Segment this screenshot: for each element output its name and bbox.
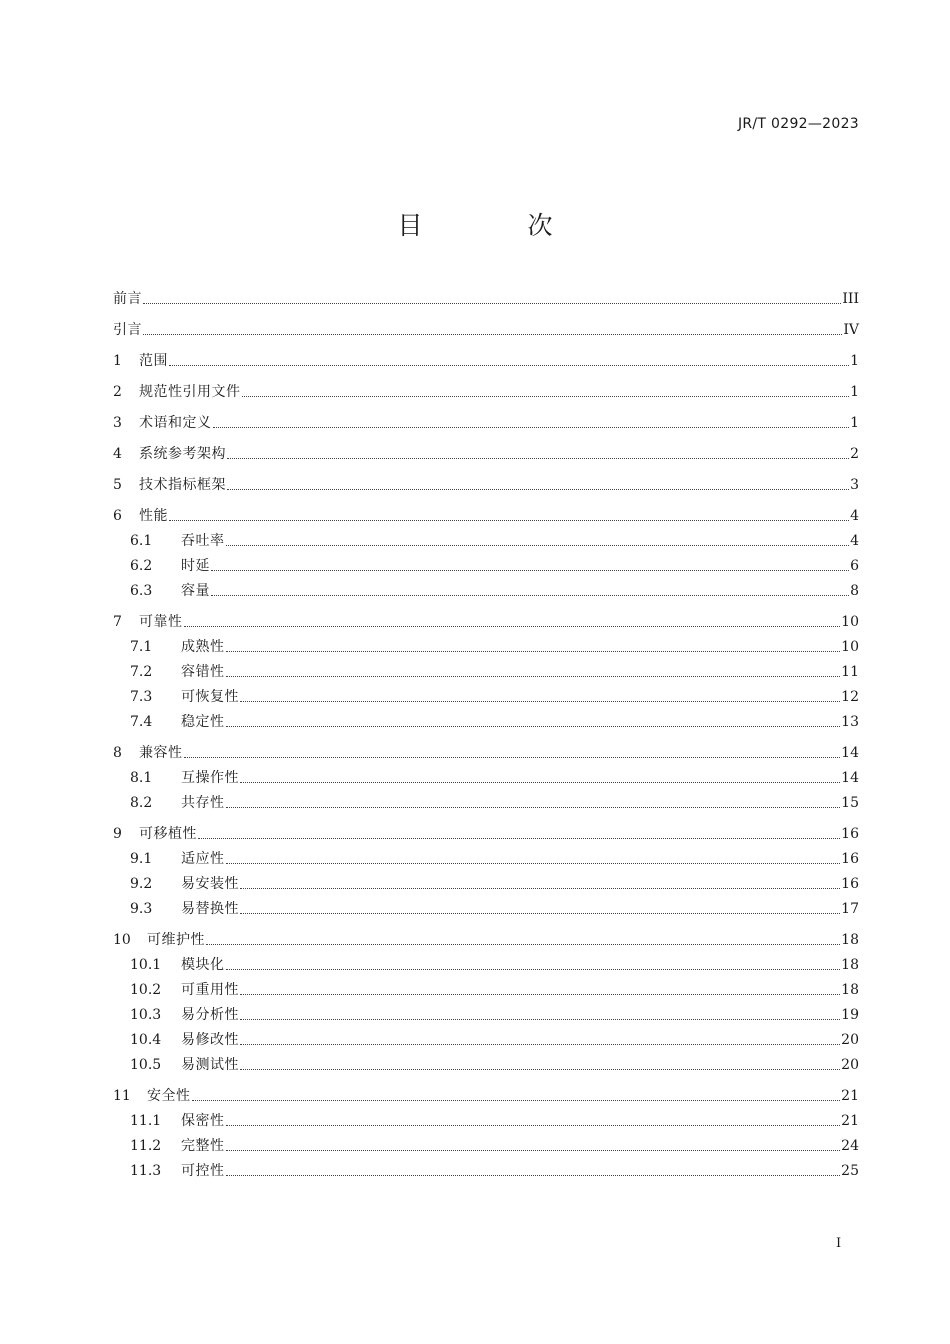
toc-entry-number: 11.3	[130, 1163, 162, 1179]
toc-entry-label: 吞吐率	[181, 533, 225, 549]
toc-entry-number: 9	[113, 826, 122, 842]
toc-entry-page: 4	[850, 533, 859, 549]
toc-entry-page: 20	[841, 1057, 859, 1073]
dot-leader	[213, 426, 850, 428]
page-number: I	[836, 1236, 842, 1251]
toc-entry-number: 10.5	[130, 1057, 162, 1073]
toc-entry-label: 系统参考架构	[139, 446, 226, 462]
toc-subentry[interactable]	[113, 631, 859, 656]
toc-entry-page: 11	[841, 664, 859, 680]
toc-entry-page: 16	[841, 826, 859, 842]
toc-entry-page: IV	[843, 322, 859, 338]
toc-entry-label: 范围	[139, 353, 168, 369]
dot-leader	[184, 625, 841, 627]
toc-entry-number: 8	[113, 745, 122, 761]
toc-entry-label: 成熟性	[181, 639, 225, 655]
toc-entry-page: 4	[850, 508, 859, 524]
toc-entry-number: 7.2	[130, 664, 153, 680]
toc-entry-number: 10.1	[130, 957, 162, 973]
toc-entry-page: 25	[841, 1163, 859, 1179]
toc-subentry[interactable]	[113, 999, 859, 1024]
toc-subentry[interactable]	[113, 575, 859, 600]
dot-leader	[240, 1068, 840, 1070]
toc-entry-page: 1	[850, 353, 859, 369]
toc-entry-label: 易替换性	[181, 901, 239, 917]
toc-entry-number: 6.1	[130, 533, 153, 549]
table-of-contents	[113, 283, 859, 1180]
toc-entry-number: 7	[113, 614, 122, 630]
toc-entry-page: 16	[841, 876, 859, 892]
toc-entry-number: 1	[113, 353, 122, 369]
dot-leader	[240, 700, 840, 702]
toc-entry-label: 容量	[181, 583, 210, 599]
toc-entry-page: 20	[841, 1032, 859, 1048]
toc-entry-page: 19	[841, 1007, 859, 1023]
toc-subentry[interactable]	[113, 706, 859, 731]
toc-entry-page: 16	[841, 851, 859, 867]
toc-entry-page: 1	[850, 415, 859, 431]
dot-leader	[240, 1018, 840, 1020]
toc-entry-label: 易修改性	[181, 1032, 239, 1048]
toc-subentry[interactable]	[113, 949, 859, 974]
toc-entry-label: 术语和定义	[139, 415, 212, 431]
dot-leader	[226, 862, 841, 864]
toc-entry-number: 3	[113, 415, 122, 431]
toc-entry-label: 完整性	[181, 1138, 225, 1154]
toc-entry-label: 保密性	[181, 1113, 225, 1129]
dot-leader	[211, 569, 849, 571]
toc-subentry[interactable]	[113, 681, 859, 706]
dot-leader	[211, 594, 849, 596]
toc-entry-page: 10	[841, 639, 859, 655]
toc-entry-number: 9.3	[130, 901, 153, 917]
toc-entry-label: 可控性	[181, 1163, 225, 1179]
dot-leader	[240, 1043, 840, 1045]
toc-entry[interactable]	[113, 376, 859, 401]
toc-entry-page: 14	[841, 745, 859, 761]
toc-entry-number: 10.3	[130, 1007, 162, 1023]
toc-entry-number: 8.2	[130, 795, 153, 811]
document-code: JR/T 0292—2023	[737, 116, 859, 132]
toc-entry-number: 6.3	[130, 583, 153, 599]
toc-entry-label: 时延	[181, 558, 210, 574]
dot-leader	[240, 912, 840, 914]
toc-entry-number: 10.2	[130, 982, 162, 998]
toc-entry-label: 易测试性	[181, 1057, 239, 1073]
toc-entry-page: 1	[850, 384, 859, 400]
toc-entry-label: 安全性	[147, 1088, 191, 1104]
toc-entry[interactable]	[113, 818, 859, 843]
toc-entry-label: 易分析性	[181, 1007, 239, 1023]
toc-entry-number: 10	[113, 932, 131, 948]
toc-entry-page: 17	[841, 901, 859, 917]
toc-entry-number: 11.1	[130, 1113, 162, 1129]
toc-entry-number: 11.2	[130, 1138, 162, 1154]
dot-leader	[198, 837, 840, 839]
dot-leader	[169, 519, 849, 521]
toc-entry-label: 适应性	[181, 851, 225, 867]
toc-entry-page: 24	[841, 1138, 859, 1154]
toc-entry-label: 模块化	[181, 957, 225, 973]
toc-subentry[interactable]	[113, 893, 859, 918]
dot-leader	[226, 806, 841, 808]
toc-entry[interactable]	[113, 283, 859, 308]
toc-entry-number: 4	[113, 446, 122, 462]
toc-entry-label: 容错性	[181, 664, 225, 680]
dot-leader	[192, 1099, 841, 1101]
toc-entry-label: 可维护性	[147, 932, 205, 948]
toc-subentry[interactable]	[113, 525, 859, 550]
dot-leader	[169, 364, 849, 366]
toc-entry-label: 兼容性	[139, 745, 183, 761]
toc-entry-page: 8	[850, 583, 859, 599]
toc-entry[interactable]	[113, 314, 859, 339]
dot-leader	[240, 781, 840, 783]
toc-entry-page: 18	[841, 982, 859, 998]
toc-entry-number: 10.4	[130, 1032, 162, 1048]
toc-entry-page: 10	[841, 614, 859, 630]
toc-entry-label: 可靠性	[139, 614, 183, 630]
toc-entry-page: 6	[850, 558, 859, 574]
toc-entry-label: 可移植性	[139, 826, 197, 842]
toc-subentry[interactable]	[113, 656, 859, 681]
toc-subentry[interactable]	[113, 550, 859, 575]
toc-entry-number: 5	[113, 477, 122, 493]
toc-subentry[interactable]	[113, 1130, 859, 1155]
dot-leader	[226, 650, 841, 652]
dot-leader	[240, 887, 840, 889]
toc-entry-number: 2	[113, 384, 122, 400]
toc-entry-page: 12	[841, 689, 859, 705]
toc-entry-label: 可恢复性	[181, 689, 239, 705]
dot-leader	[227, 488, 849, 490]
toc-subentry[interactable]	[113, 868, 859, 893]
toc-entry-label: 规范性引用文件	[139, 384, 241, 400]
toc-entry[interactable]	[113, 345, 859, 370]
toc-entry-label: 共存性	[181, 795, 225, 811]
dot-leader	[206, 943, 840, 945]
toc-entry-page: III	[842, 291, 859, 307]
toc-subentry[interactable]	[113, 762, 859, 787]
toc-entry-page: 15	[841, 795, 859, 811]
toc-entry-page: 18	[841, 932, 859, 948]
toc-entry-number: 7.4	[130, 714, 153, 730]
toc-entry-page: 3	[850, 477, 859, 493]
toc-entry-page: 21	[841, 1113, 859, 1129]
toc-title: 目 次	[397, 211, 593, 240]
dot-leader	[226, 544, 850, 546]
toc-subentry[interactable]	[113, 843, 859, 868]
toc-entry-label: 可重用性	[181, 982, 239, 998]
toc-entry-label: 稳定性	[181, 714, 225, 730]
dot-leader	[226, 1149, 841, 1151]
dot-leader	[226, 1174, 841, 1176]
toc-entry-number: 7.1	[130, 639, 153, 655]
toc-entry[interactable]	[113, 924, 859, 949]
dot-leader	[226, 968, 841, 970]
toc-subentry[interactable]	[113, 1155, 859, 1180]
toc-entry-number: 9.2	[130, 876, 153, 892]
toc-entry-page: 13	[841, 714, 859, 730]
dot-leader	[240, 993, 840, 995]
dot-leader	[143, 333, 842, 335]
toc-entry-label: 技术指标框架	[139, 477, 226, 493]
toc-entry-page: 14	[841, 770, 859, 786]
toc-subentry[interactable]	[113, 1105, 859, 1130]
toc-entry[interactable]	[113, 737, 859, 762]
toc-entry-label: 性能	[139, 508, 168, 524]
toc-entry-number: 9.1	[130, 851, 153, 867]
dot-leader	[226, 1124, 841, 1126]
toc-entry-number: 7.3	[130, 689, 153, 705]
toc-entry[interactable]	[113, 407, 859, 432]
toc-entry-page: 2	[850, 446, 859, 462]
toc-entry-page: 18	[841, 957, 859, 973]
toc-entry-number: 8.1	[130, 770, 153, 786]
toc-entry-number: 11	[113, 1088, 131, 1104]
toc-subentry[interactable]	[113, 974, 859, 999]
dot-leader	[143, 302, 841, 304]
toc-entry[interactable]	[113, 606, 859, 631]
toc-entry-number: 6.2	[130, 558, 153, 574]
dot-leader	[226, 725, 841, 727]
dot-leader	[227, 457, 849, 459]
dot-leader	[242, 395, 850, 397]
toc-entry-number: 6	[113, 508, 122, 524]
toc-subentry[interactable]	[113, 787, 859, 812]
toc-entry[interactable]	[113, 469, 859, 494]
toc-subentry[interactable]	[113, 1024, 859, 1049]
toc-entry[interactable]	[113, 1080, 859, 1105]
toc-entry-page: 21	[841, 1088, 859, 1104]
toc-entry[interactable]	[113, 500, 859, 525]
toc-entry-label: 引言	[113, 322, 142, 338]
toc-entry-label: 易安装性	[181, 876, 239, 892]
toc-subentry[interactable]	[113, 1049, 859, 1074]
toc-entry[interactable]	[113, 438, 859, 463]
toc-entry-label: 互操作性	[181, 770, 239, 786]
dot-leader	[226, 675, 841, 677]
toc-entry-label: 前言	[113, 291, 142, 307]
dot-leader	[184, 756, 841, 758]
